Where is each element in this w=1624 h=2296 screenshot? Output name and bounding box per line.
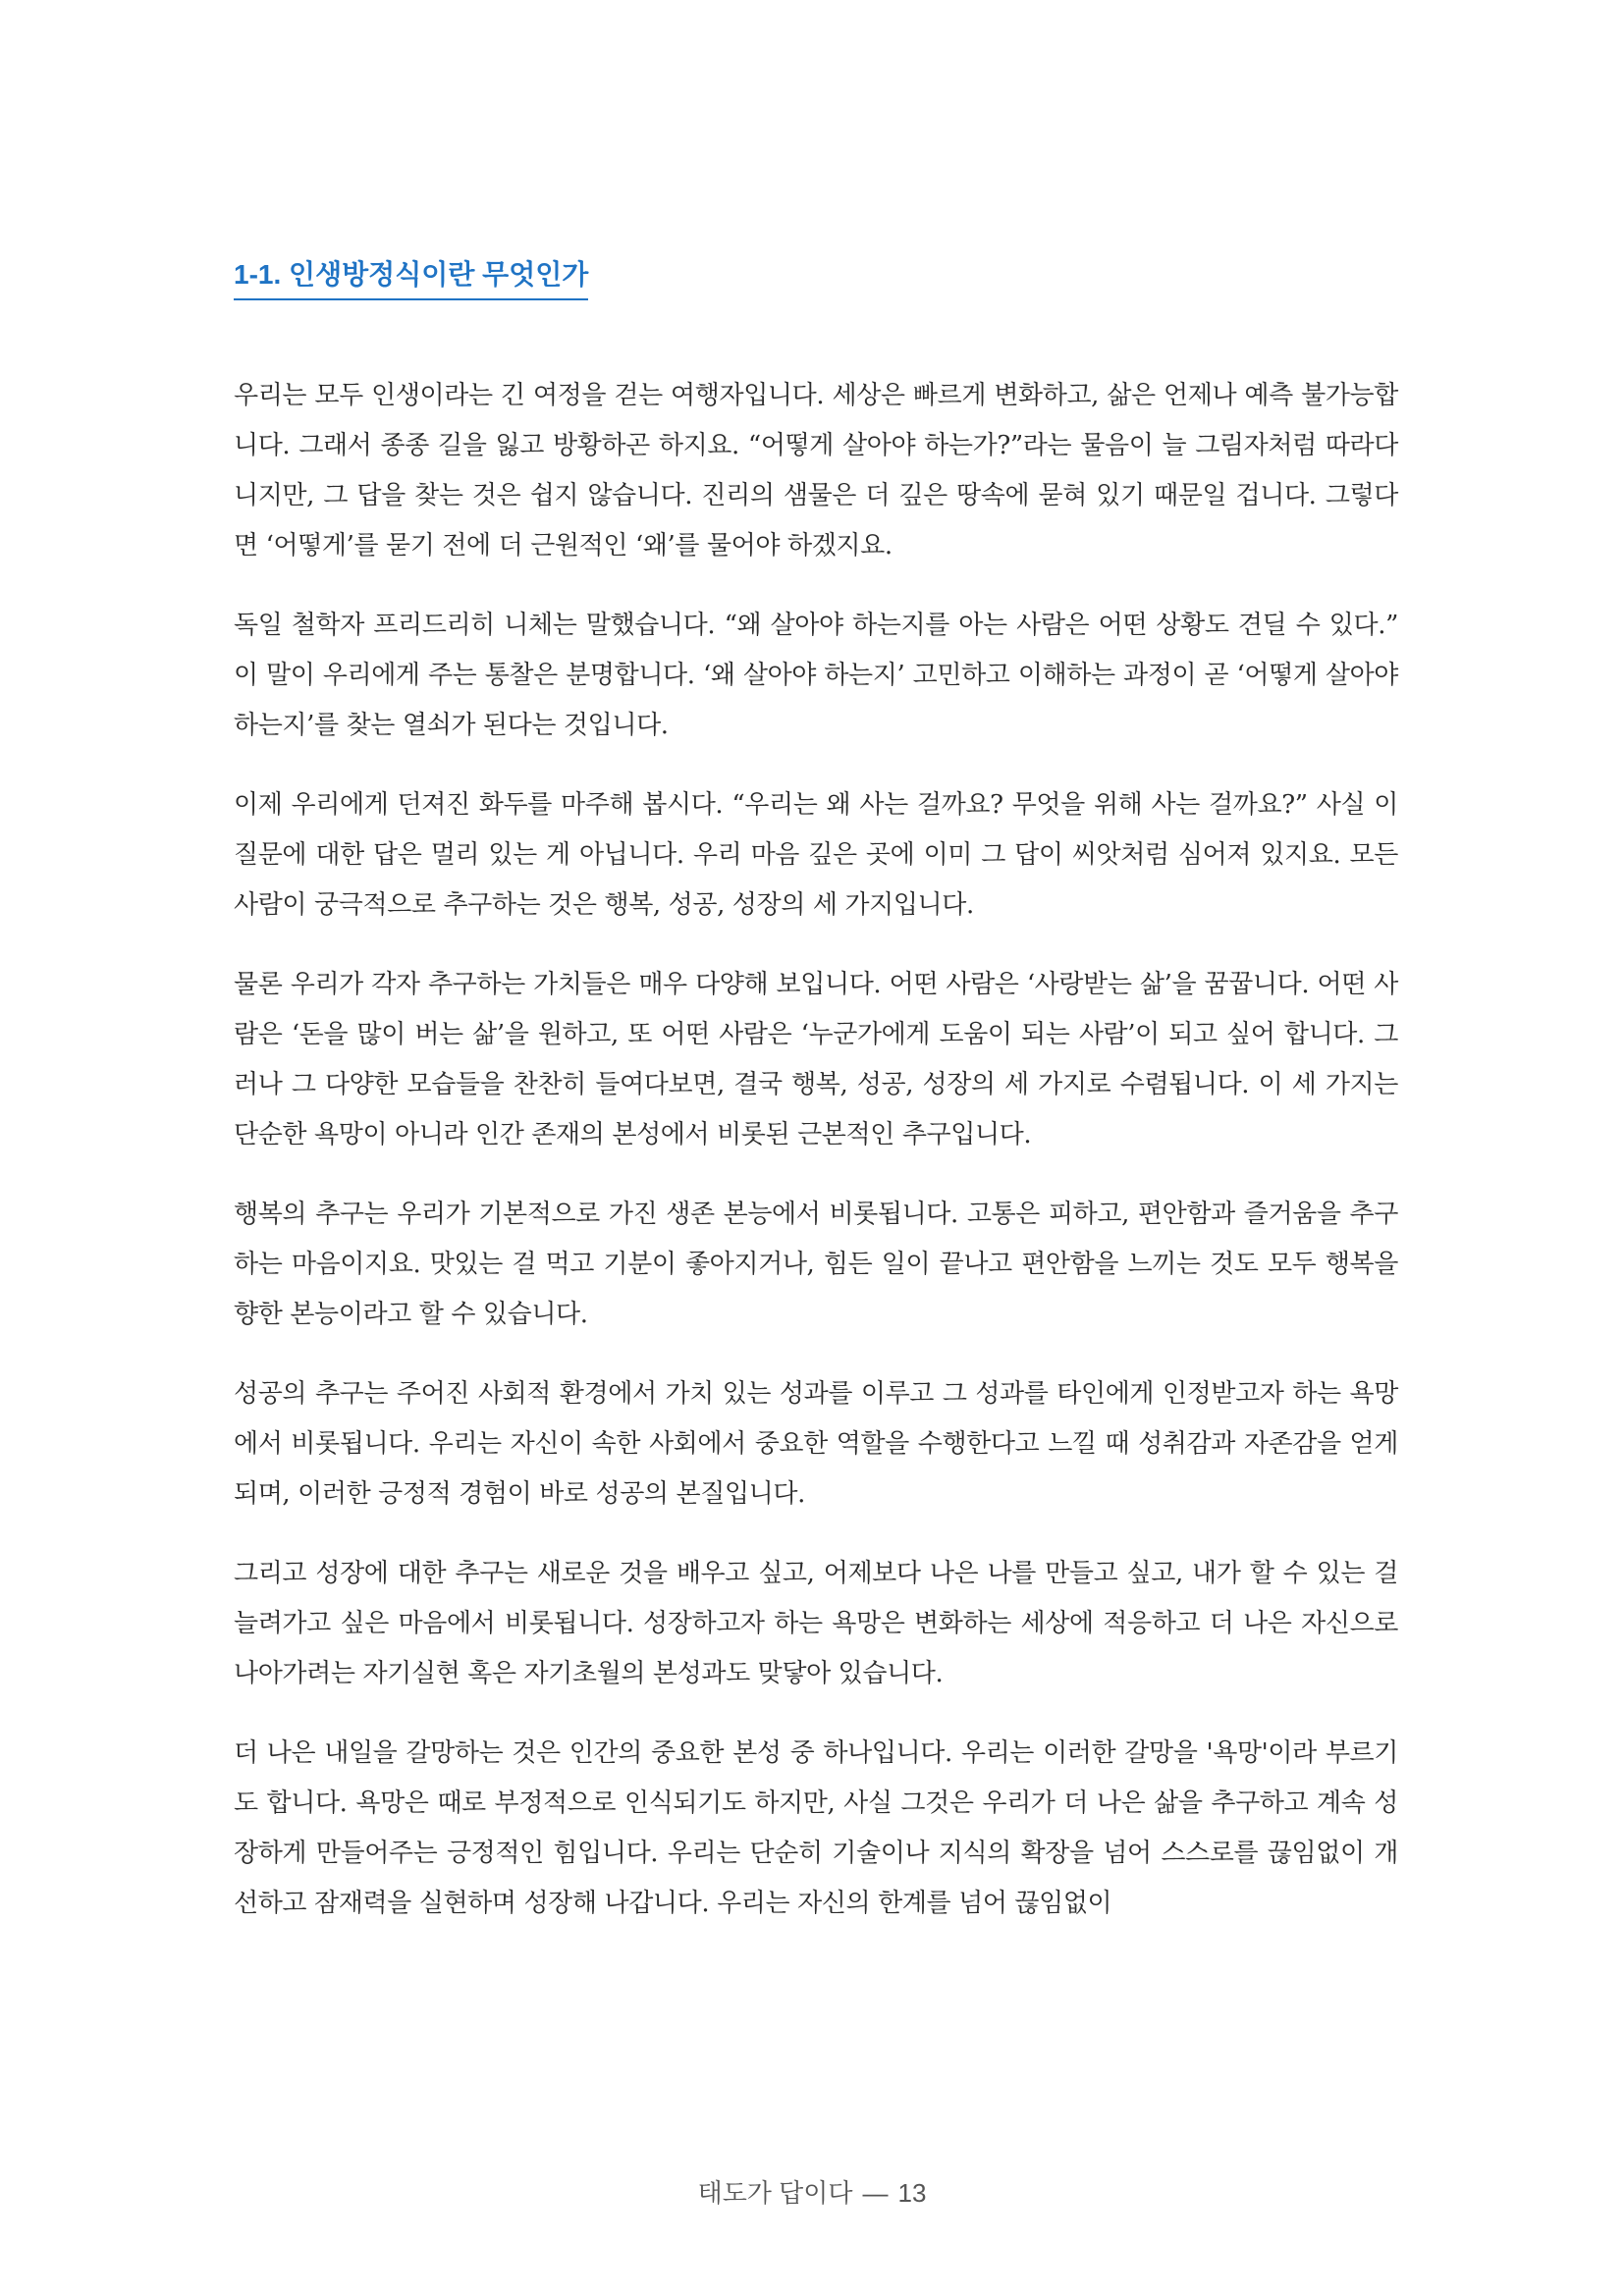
paragraph: 그리고 성장에 대한 추구는 새로운 것을 배우고 싶고, 어제보다 나은 나를 만들고 싶고, 내가 할 수 있는 걸 늘려가고 싶은 마음에서 비롯됩니다. 성장하고자 하는 욕망은 변화하는 세상에 적응하고 더 나은 자신으로 나아가려는 자기실현 혹은 자기초월의 본성과도 맞닿아 있습니다. bbox=[234, 1559, 1398, 1688]
footer-book-title: 태도가 답이다 bbox=[697, 2178, 853, 2208]
paragraph: 독일 철학자 프리드리히 니체는 말했습니다. “왜 살아야 하는지를 아는 사람은 어떤 상황도 견딜 수 있다.” 이 말이 우리에게 주는 통찰은 분명합니다. ‘왜 살아야 하는지’ 고민하고 이해하는 과정이 곧 ‘어떻게 살아야 하는지’를 찾는 열쇠가 된다는 것입니다. bbox=[234, 611, 1398, 740]
paragraph: 행복의 추구는 우리가 기본적으로 가진 생존 본능에서 비롯됩니다. 고통은 피하고, 편안함과 즐거움을 추구하는 마음이지요. 맛있는 걸 먹고 기분이 좋아지거나, 힘든 일이 끝나고 편안함을 느끼는 것도 모두 행복을 향한 본능이라고 할 수 있습니다. bbox=[234, 1200, 1398, 1329]
paragraph: 우리는 모두 인생이라는 긴 여정을 걷는 여행자입니다. 세상은 빠르게 변화하고, 삶은 언제나 예측 불가능합니다. 그래서 종종 길을 잃고 방황하곤 하지요. “어떻게 살아야 하는가?”라는 물음이 늘 그림자처럼 따라다니지만, 그 답을 찾는 것은 쉽지 않습니다. 진리의 샘물은 더 깊은 땅속에 묻혀 있기 때문일 겁니다. 그렇다면 ‘어떻게’를 묻기 전에 더 근원적인 ‘왜’를 물어야 하겠지요. bbox=[234, 381, 1398, 561]
footer-separator: — bbox=[862, 2178, 889, 2208]
paragraph: 더 나은 내일을 갈망하는 것은 인간의 중요한 본성 중 하나입니다. 우리는 이러한 갈망을 '욕망'이라 부르기도 합니다. 욕망은 때로 부정적으로 인식되기도 하지만, 사실 그것은 우리가 더 나은 삶을 추구하고 계속 성장하게 만들어주는 긍정적인 힘입니다. 우리는 단순히 기술이나 지식의 확장을 넘어 스스로를 끊임없이 개선하고 잠재력을 실현하며 성장해 나갑니다. 우리는 자신의 한계를 넘어 끊임없이 bbox=[234, 1738, 1398, 1918]
page-number: 13 bbox=[897, 2178, 927, 2208]
paragraph: 이제 우리에게 던져진 화두를 마주해 봅시다. “우리는 왜 사는 걸까요? 무엇을 위해 사는 걸까요?” 사실 이 질문에 대한 답은 멀리 있는 게 아닙니다. 우리 마음 깊은 곳에 이미 그 답이 씨앗처럼 심어져 있지요. 모든 사람이 궁극적으로 추구하는 것은 행복, 성공, 성장의 세 가지입니다. bbox=[234, 790, 1398, 920]
paragraph: 물론 우리가 각자 추구하는 가치들은 매우 다양해 보입니다. 어떤 사람은 ‘사랑받는 삶’을 꿈꿉니다. 어떤 사람은 ‘돈을 많이 버는 삶’을 원하고, 또 어떤 사람은 ‘누군가에게 도움이 되는 사람’이 되고 싶어 합니다. 그러나 그 다양한 모습들을 찬찬히 들여다보면, 결국 행복, 성공, 성장의 세 가지로 수렴됩니다. 이 세 가지는 단순한 욕망이 아니라 인간 존재의 본성에서 비롯된 근본적인 추구입니다. bbox=[234, 970, 1398, 1149]
body-text bbox=[234, 371, 1398, 1958]
section-heading: 1-1. 인생방정식이란 무엇인가 bbox=[234, 257, 588, 300]
page-footer bbox=[0, 2173, 1624, 2210]
paragraph: 성공의 추구는 주어진 사회적 환경에서 가치 있는 성과를 이루고 그 성과를 타인에게 인정받고자 하는 욕망에서 비롯됩니다. 우리는 자신이 속한 사회에서 중요한 역할을 수행한다고 느낄 때 성취감과 자존감을 얻게 되며, 이러한 긍정적 경험이 바로 성공의 본질입니다. bbox=[234, 1379, 1398, 1509]
